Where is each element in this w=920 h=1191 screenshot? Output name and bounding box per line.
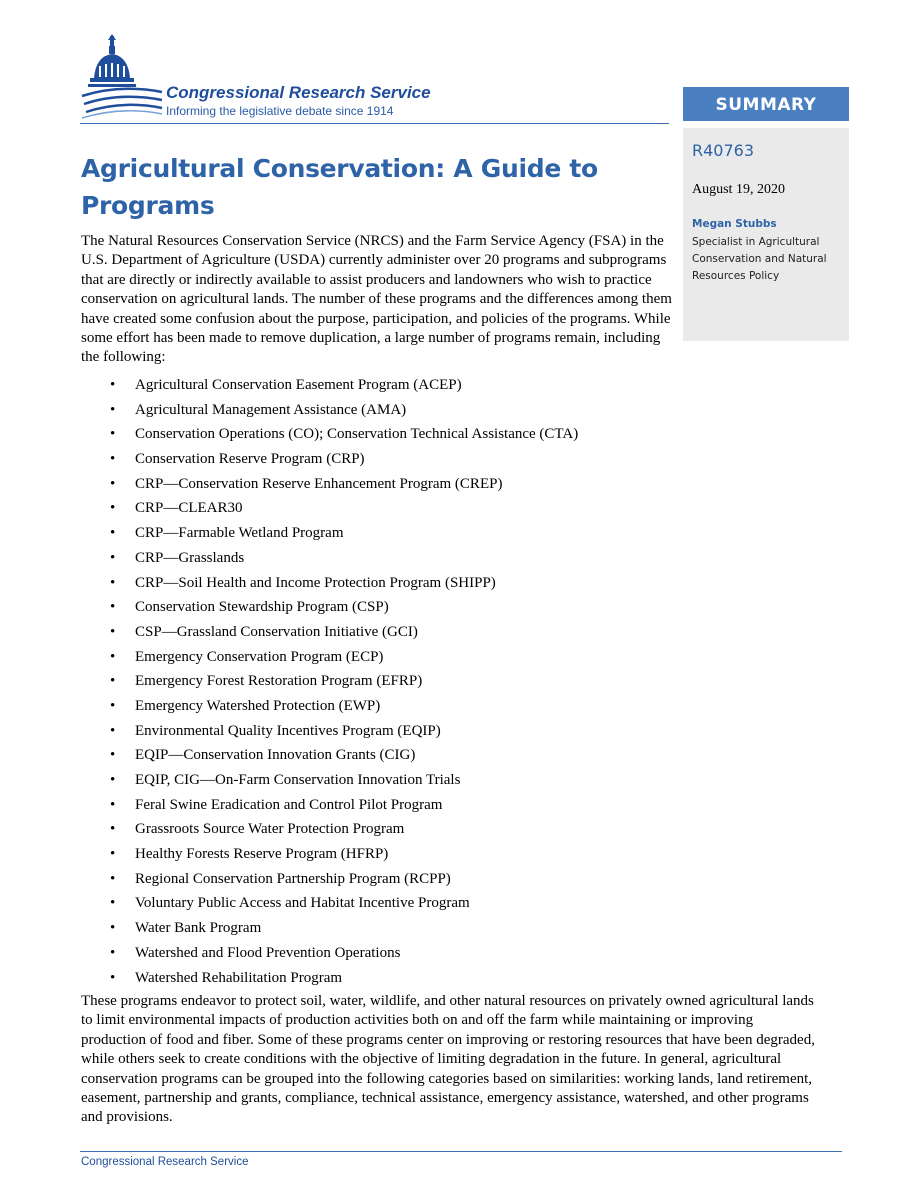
program-list-item: • Watershed and Flood Prevention Operations: [81, 943, 681, 968]
program-list-item: • Emergency Forest Restoration Program (EFRP): [81, 671, 681, 696]
report-id: R40763: [692, 141, 755, 160]
program-list-item: • Conservation Reserve Program (CRP): [81, 449, 681, 474]
program-list-item: • CRP—Conservation Reserve Enhancement Program (CREP): [81, 474, 681, 499]
program-list-item: • CSP—Grassland Conservation Initiative (GCI): [81, 622, 681, 647]
intro-paragraph: The Natural Resources Conservation Service (NRCS) and the Farm Service Agency (FSA) in the U.S. Department of Agriculture (USDA) currently administer over 20 programs and subprograms that are directly or indirectly available to assist producers and landowners who wish to practice conservation on agricultural lands. The number of these programs and the differences among them have created some confusion about the purpose, participation, and policies of the programs. While some effort has been made to remove duplication, a large number of programs remain, including the following:: [81, 233, 672, 366]
report-date: August 19, 2020: [692, 182, 785, 197]
program-list-item: • Agricultural Management Assistance (AMA): [81, 400, 681, 425]
program-list-item: • CRP—Soil Health and Income Protection Program (SHIPP): [81, 573, 681, 598]
program-list-item: • Conservation Operations (CO); Conservation Technical Assistance (CTA): [81, 424, 681, 449]
footer-divider: [80, 1151, 842, 1152]
program-list-item: • Feral Swine Eradication and Control Pilot Program: [81, 795, 681, 820]
program-list-item: • Grassroots Source Water Protection Program: [81, 819, 681, 844]
program-list-item: • EQIP, CIG—On-Farm Conservation Innovation Trials: [81, 770, 681, 795]
program-list-item: • Healthy Forests Reserve Program (HFRP): [81, 844, 681, 869]
org-tagline: Informing the legislative debate since 1914: [166, 104, 394, 118]
program-list-item: • Voluntary Public Access and Habitat Incentive Program: [81, 893, 681, 918]
closing-paragraph: These programs endeavor to protect soil, water, wildlife, and other natural resources on privately owned agricultural lands to limit environmental impacts of production activities both on and off the farm while maintaining or improving production of food and fiber. Some of these programs center on improving or restoring resources that have been degraded, while others seek to create conditions with the objective of limiting degradation in the future. In general, agricultural conservation programs can be grouped into the following categories based on similarities: working lands, land retirement, easement, partnership and grants, compliance, technical assistance, emergency assistance, watershed, and other programs and provisions.: [81, 993, 815, 1126]
header-divider: [80, 123, 669, 124]
footer-text: Congressional Research Service: [81, 1156, 249, 1168]
program-list-item: • CRP—Grasslands: [81, 548, 681, 573]
program-list-item: • Emergency Watershed Protection (EWP): [81, 696, 681, 721]
summary-label: SUMMARY: [683, 87, 849, 121]
program-list-item: • CRP—CLEAR30: [81, 498, 681, 523]
page-title: Agricultural Conservation: A Guide to Programs: [81, 154, 598, 220]
program-list-item: • Environmental Quality Incentives Program (EQIP): [81, 721, 681, 746]
org-name: Congressional Research Service: [166, 83, 431, 102]
summary-sidebar: [683, 128, 849, 341]
program-list-item: • Water Bank Program: [81, 918, 681, 943]
program-list-item: • Watershed Rehabilitation Program: [81, 968, 681, 993]
author-role: Specialist in Agricultural Conservation and Natural Resources Policy: [692, 236, 827, 282]
program-list-item: • Conservation Stewardship Program (CSP): [81, 597, 681, 622]
program-list-item: • Emergency Conservation Program (ECP): [81, 647, 681, 672]
program-list-item: • Regional Conservation Partnership Program (RCPP): [81, 869, 681, 894]
program-list-item: • CRP—Farmable Wetland Program: [81, 523, 681, 548]
program-list-item: • Agricultural Conservation Easement Program (ACEP): [81, 375, 681, 400]
author-name: Megan Stubbs: [692, 218, 777, 230]
program-list: [81, 375, 681, 992]
crs-logo: [80, 34, 480, 122]
program-list-item: • EQIP—Conservation Innovation Grants (CIG): [81, 745, 681, 770]
capitol-dome-icon: [80, 34, 164, 122]
